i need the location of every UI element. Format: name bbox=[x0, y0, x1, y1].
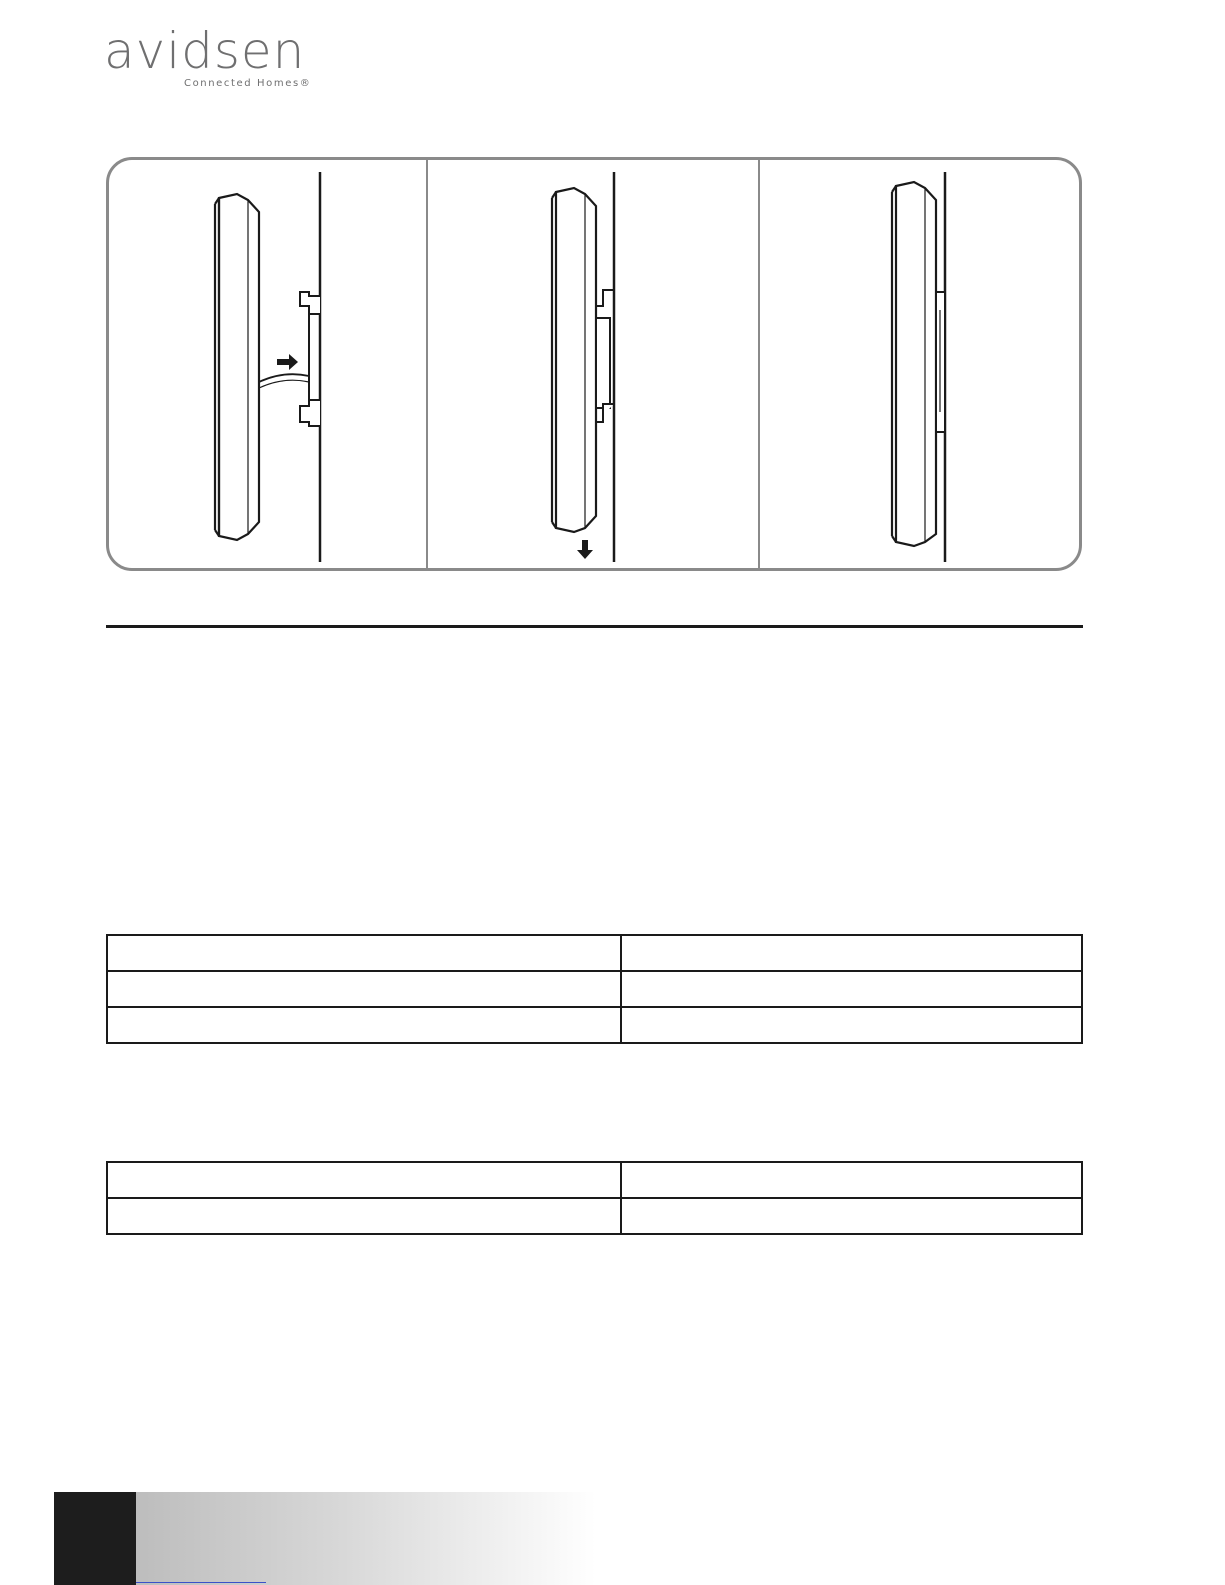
table-row bbox=[107, 935, 1082, 971]
brand-tagline: Connected Homes® bbox=[184, 78, 312, 89]
table-row bbox=[107, 1007, 1082, 1043]
footer-band bbox=[136, 1492, 596, 1585]
table-cell bbox=[621, 1162, 1082, 1198]
monitor-side-view bbox=[552, 188, 596, 532]
table-cell bbox=[621, 1198, 1082, 1234]
spec-table-1 bbox=[106, 934, 1083, 1044]
table-cell bbox=[107, 1198, 621, 1234]
step-1-panel bbox=[215, 172, 320, 562]
table-cell bbox=[107, 1162, 621, 1198]
table-cell bbox=[107, 971, 621, 1007]
table-cell bbox=[621, 971, 1082, 1007]
spec-table-2 bbox=[106, 1161, 1083, 1235]
monitor-side-view bbox=[892, 182, 936, 546]
footer-link-underline[interactable] bbox=[136, 1582, 266, 1583]
table-row bbox=[107, 1198, 1082, 1234]
wall-bracket bbox=[596, 290, 614, 422]
table-cell bbox=[621, 935, 1082, 971]
wall-bracket bbox=[300, 292, 320, 426]
table-cell bbox=[621, 1007, 1082, 1043]
table-cell bbox=[107, 1007, 621, 1043]
table-row bbox=[107, 1162, 1082, 1198]
table-row bbox=[107, 971, 1082, 1007]
step-3-panel bbox=[892, 172, 945, 562]
page-number-block bbox=[54, 1492, 136, 1585]
cable bbox=[259, 380, 309, 388]
section-divider bbox=[106, 625, 1083, 628]
step-2-panel bbox=[552, 172, 614, 562]
mounting-steps-svg bbox=[109, 160, 1082, 571]
slide-down-arrow-icon bbox=[577, 540, 593, 559]
brand-wordmark: avidsen bbox=[104, 22, 306, 80]
brand-logo bbox=[104, 22, 324, 92]
mounted-icon bbox=[936, 292, 945, 432]
insert-arrow-icon bbox=[277, 354, 298, 370]
table-cell bbox=[107, 935, 621, 971]
mounting-illustration bbox=[106, 157, 1082, 571]
monitor-side-view bbox=[215, 194, 259, 540]
